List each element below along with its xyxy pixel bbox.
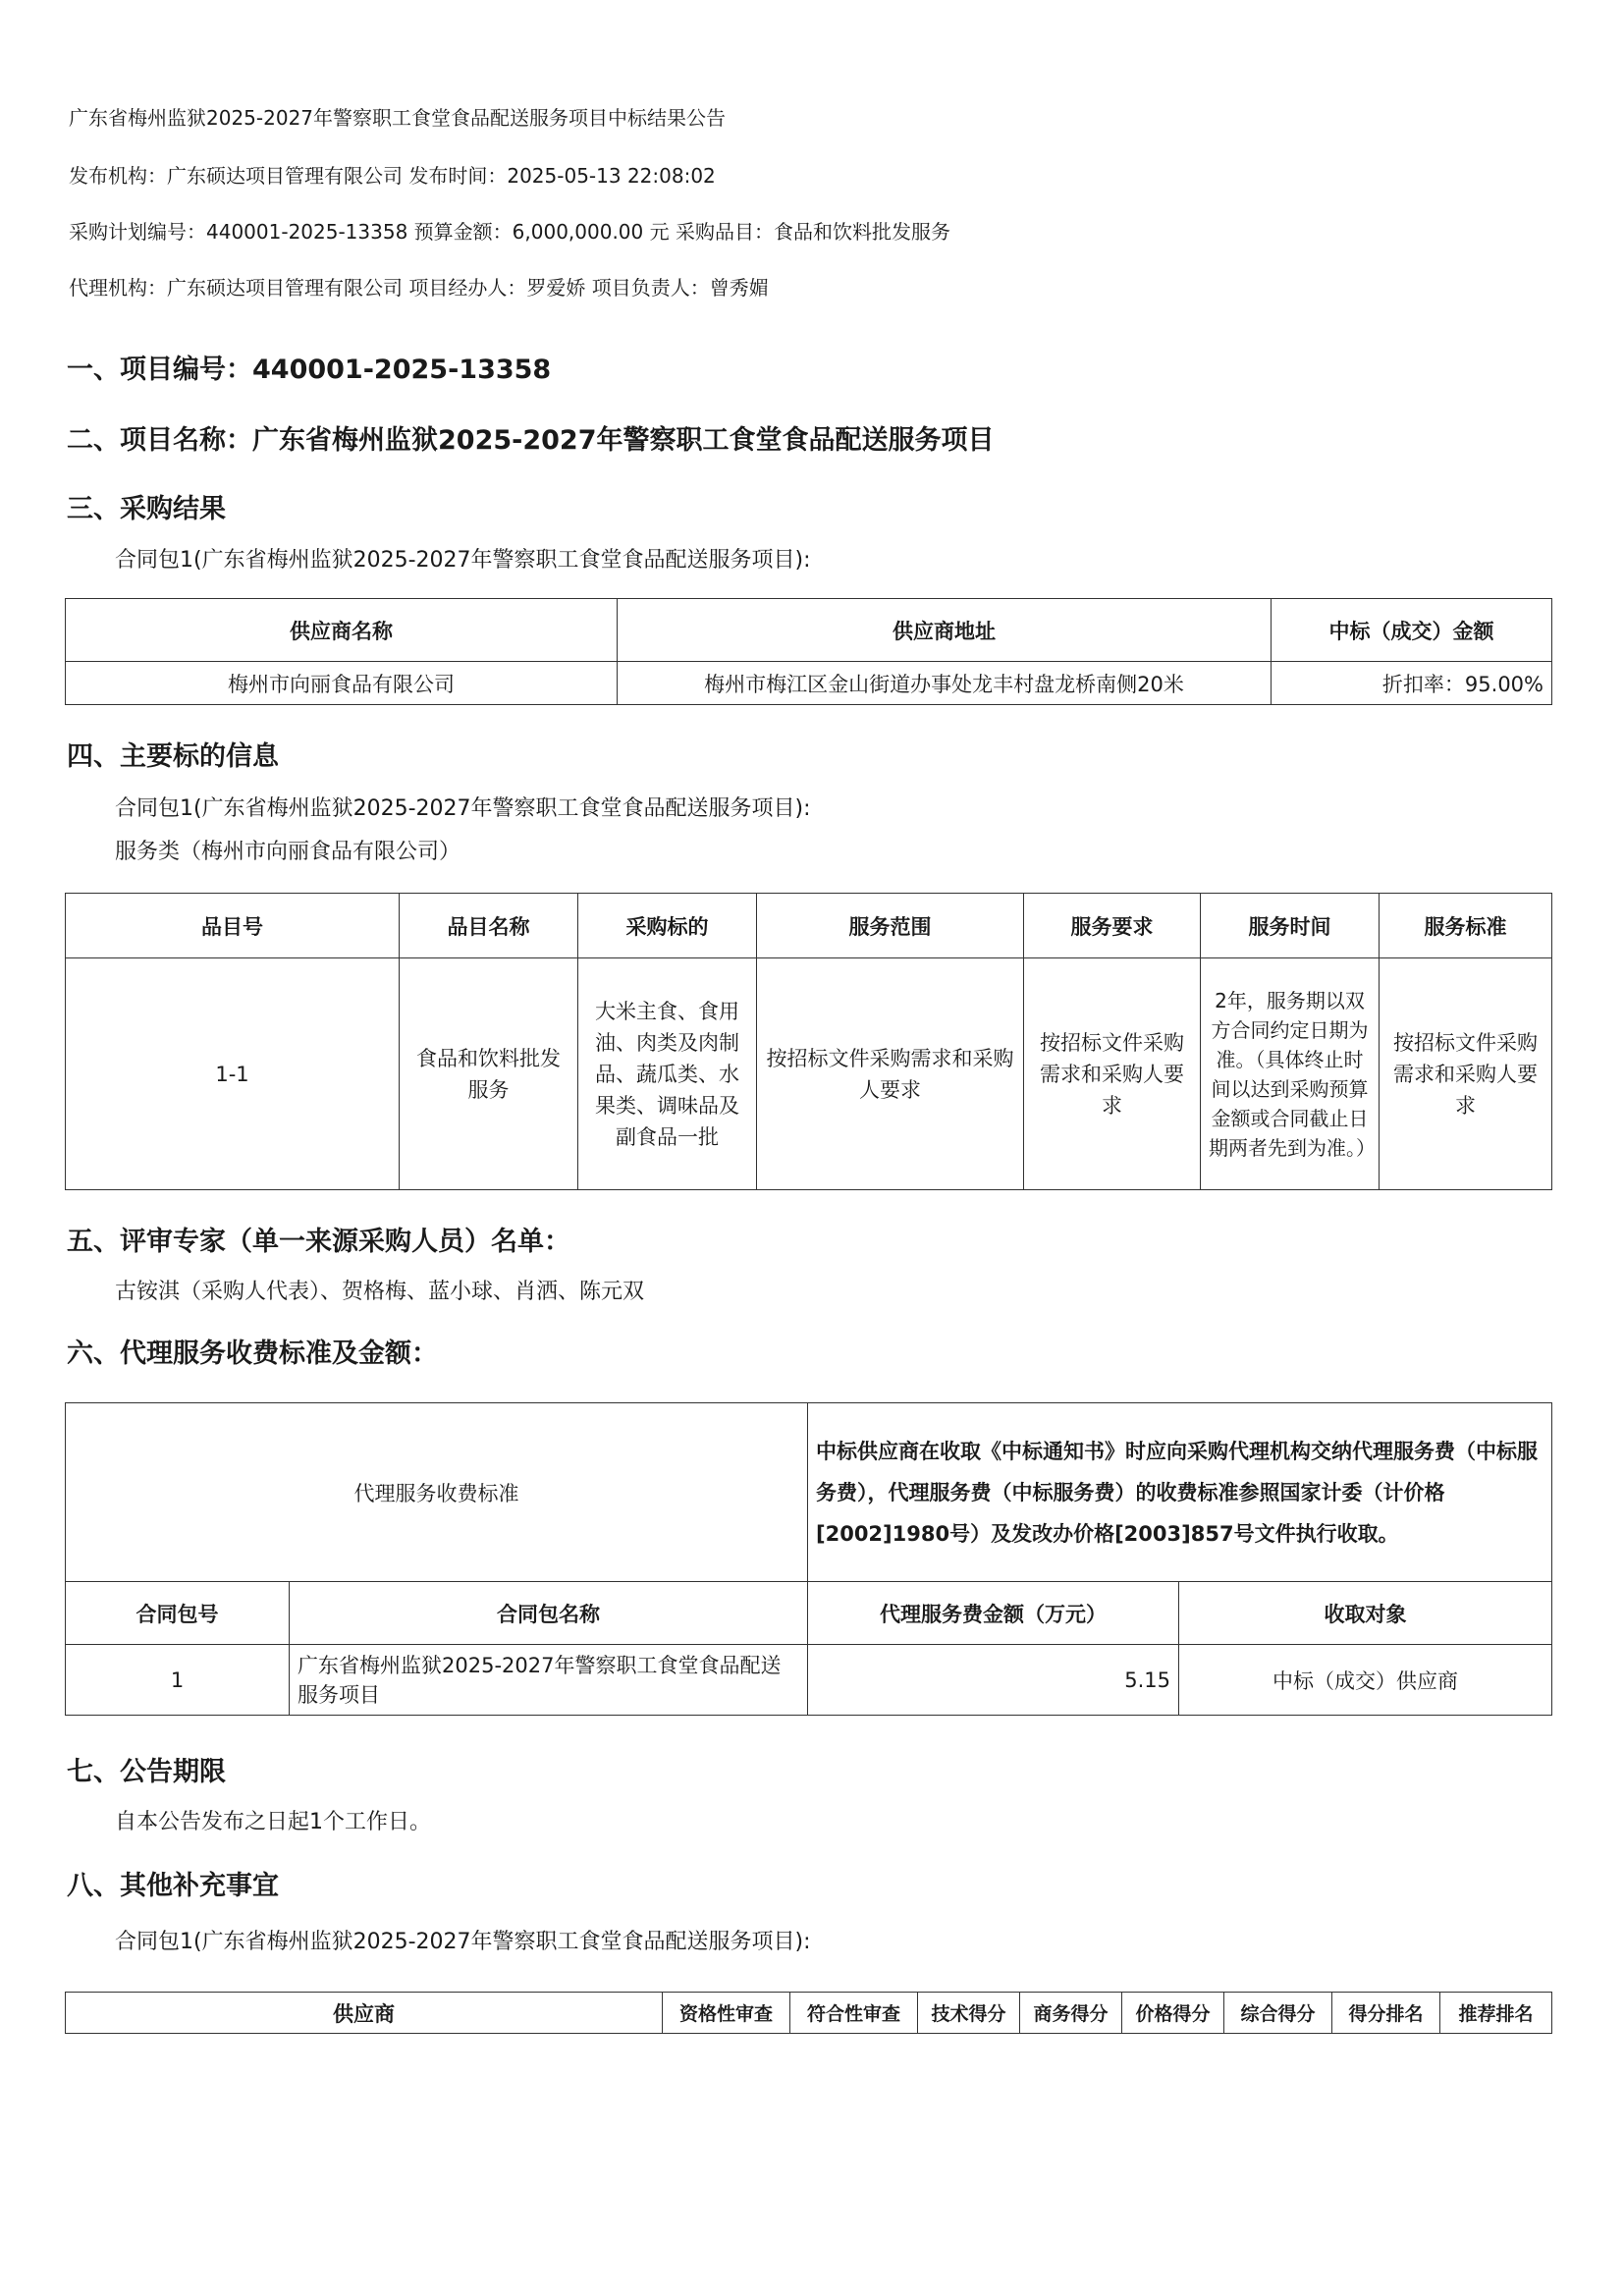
cell-package-number: 1	[66, 1645, 290, 1716]
section-procurement-result: 三、采购结果	[67, 494, 226, 524]
score-table	[65, 1992, 1552, 2034]
plan-info: 采购计划编号：440001-2025-13358 预算金额：6,000,000.00 元 采购品目：食品和饮料批发服务	[69, 220, 950, 244]
result-table	[65, 598, 1552, 705]
header-procurement-subject: 采购标的	[578, 894, 757, 958]
header-technical-score: 技术得分	[918, 1993, 1020, 2034]
notice-period-text: 自本公告发布之日起1个工作日。	[115, 1810, 431, 1834]
cell-procurement-subject: 大米主食、食用油、肉类及肉制品、蔬瓜类、水果类、调味品及副食品一批	[578, 958, 757, 1190]
header-compliance-review: 符合性审查	[790, 1993, 918, 2034]
cell-service-scope: 按招标文件采购需求和采购人要求	[757, 958, 1024, 1190]
header-service-time: 服务时间	[1201, 894, 1380, 958]
category-line: 服务类（梅州市向丽食品有限公司）	[115, 840, 461, 864]
cell-item-number: 1-1	[66, 958, 400, 1190]
section-project-number: 一、项目编号：440001-2025-13358	[67, 355, 552, 385]
section-agency-fee: 六、代理服务收费标准及金额：	[67, 1339, 438, 1369]
section-subject-info: 四、主要标的信息	[67, 741, 279, 772]
table-row	[66, 1645, 1552, 1716]
cell-service-time: 2年，服务期以双方合同约定日期为准。（具体终止时间以达到采购预算金额或合同截止日期两者先到为准。）	[1201, 958, 1380, 1190]
cell-package-name: 广东省梅州监狱2025-2027年警察职工食堂食品配送服务项目	[290, 1645, 808, 1716]
section-experts: 五、评审专家（单一来源采购人员）名单：	[67, 1227, 570, 1257]
cell-supplier-name: 梅州市向丽食品有限公司	[66, 662, 618, 705]
header-score-rank: 得分排名	[1332, 1993, 1440, 2034]
agency-fee-table	[65, 1402, 1552, 1716]
header-item-name: 品目名称	[400, 894, 578, 958]
header-supplier: 供应商	[66, 1993, 663, 2034]
table-row	[66, 662, 1552, 705]
fee-standard-label: 代理服务收费标准	[66, 1403, 808, 1582]
table-row	[66, 958, 1552, 1190]
header-package-number: 合同包号	[66, 1582, 290, 1645]
section-notice-period: 七、公告期限	[67, 1757, 226, 1787]
cell-supplier-address: 梅州市梅江区金山街道办事处龙丰村盘龙桥南侧20米	[618, 662, 1272, 705]
fee-standard-text: 中标供应商在收取《中标通知书》时应向采购代理机构交纳代理服务费（中标服务费），代理服务费（中标服务费）的收费标准参照国家计委（计价格[2002]1980号）及发改办价格[2003]857号文件执行收取。	[808, 1403, 1552, 1582]
header-item-number: 品目号	[66, 894, 400, 958]
header-bid-amount: 中标（成交）金额	[1272, 599, 1552, 662]
package-label: 合同包1(广东省梅州监狱2025-2027年警察职工食堂食品配送服务项目):	[115, 1930, 811, 1954]
cell-item-name: 食品和饮料批发服务	[400, 958, 578, 1190]
header-service-scope: 服务范围	[757, 894, 1024, 958]
cell-fee-amount: 5.15	[808, 1645, 1179, 1716]
header-service-standard: 服务标准	[1380, 894, 1552, 958]
cell-discount-rate: 折扣率：95.00%	[1272, 662, 1552, 705]
cell-fee-payer: 中标（成交）供应商	[1179, 1645, 1552, 1716]
header-package-name: 合同包名称	[290, 1582, 808, 1645]
cell-service-standard: 按招标文件采购需求和采购人要求	[1380, 958, 1552, 1190]
experts-list: 古铵淇（采购人代表）、贺格梅、蓝小球、肖洒、陈元双	[115, 1280, 645, 1304]
subject-table	[65, 893, 1552, 1190]
package-label: 合同包1(广东省梅州监狱2025-2027年警察职工食堂食品配送服务项目):	[115, 548, 811, 573]
header-fee-payer: 收取对象	[1179, 1582, 1552, 1645]
package-label: 合同包1(广东省梅州监狱2025-2027年警察职工食堂食品配送服务项目):	[115, 796, 811, 821]
publish-info: 发布机构：广东硕达项目管理有限公司 发布时间：2025-05-13 22:08:02	[69, 164, 716, 188]
section-project-name: 二、项目名称：广东省梅州监狱2025-2027年警察职工食堂食品配送服务项目	[67, 425, 995, 456]
header-service-requirement: 服务要求	[1024, 894, 1201, 958]
agent-info: 代理机构：广东硕达项目管理有限公司 项目经办人：罗爱娇 项目负责人：曾秀媚	[69, 276, 769, 300]
notice-title: 广东省梅州监狱2025-2027年警察职工食堂食品配送服务项目中标结果公告	[69, 106, 727, 130]
header-supplier-name: 供应商名称	[66, 599, 618, 662]
cell-service-requirement: 按招标文件采购需求和采购人要求	[1024, 958, 1201, 1190]
header-price-score: 价格得分	[1122, 1993, 1224, 2034]
header-recommend-rank: 推荐排名	[1440, 1993, 1552, 2034]
header-fee-amount: 代理服务费金额（万元）	[808, 1582, 1179, 1645]
header-total-score: 综合得分	[1224, 1993, 1332, 2034]
header-supplier-address: 供应商地址	[618, 599, 1272, 662]
header-business-score: 商务得分	[1020, 1993, 1122, 2034]
section-other-matters: 八、其他补充事宜	[67, 1871, 279, 1901]
header-qualification-review: 资格性审查	[663, 1993, 790, 2034]
